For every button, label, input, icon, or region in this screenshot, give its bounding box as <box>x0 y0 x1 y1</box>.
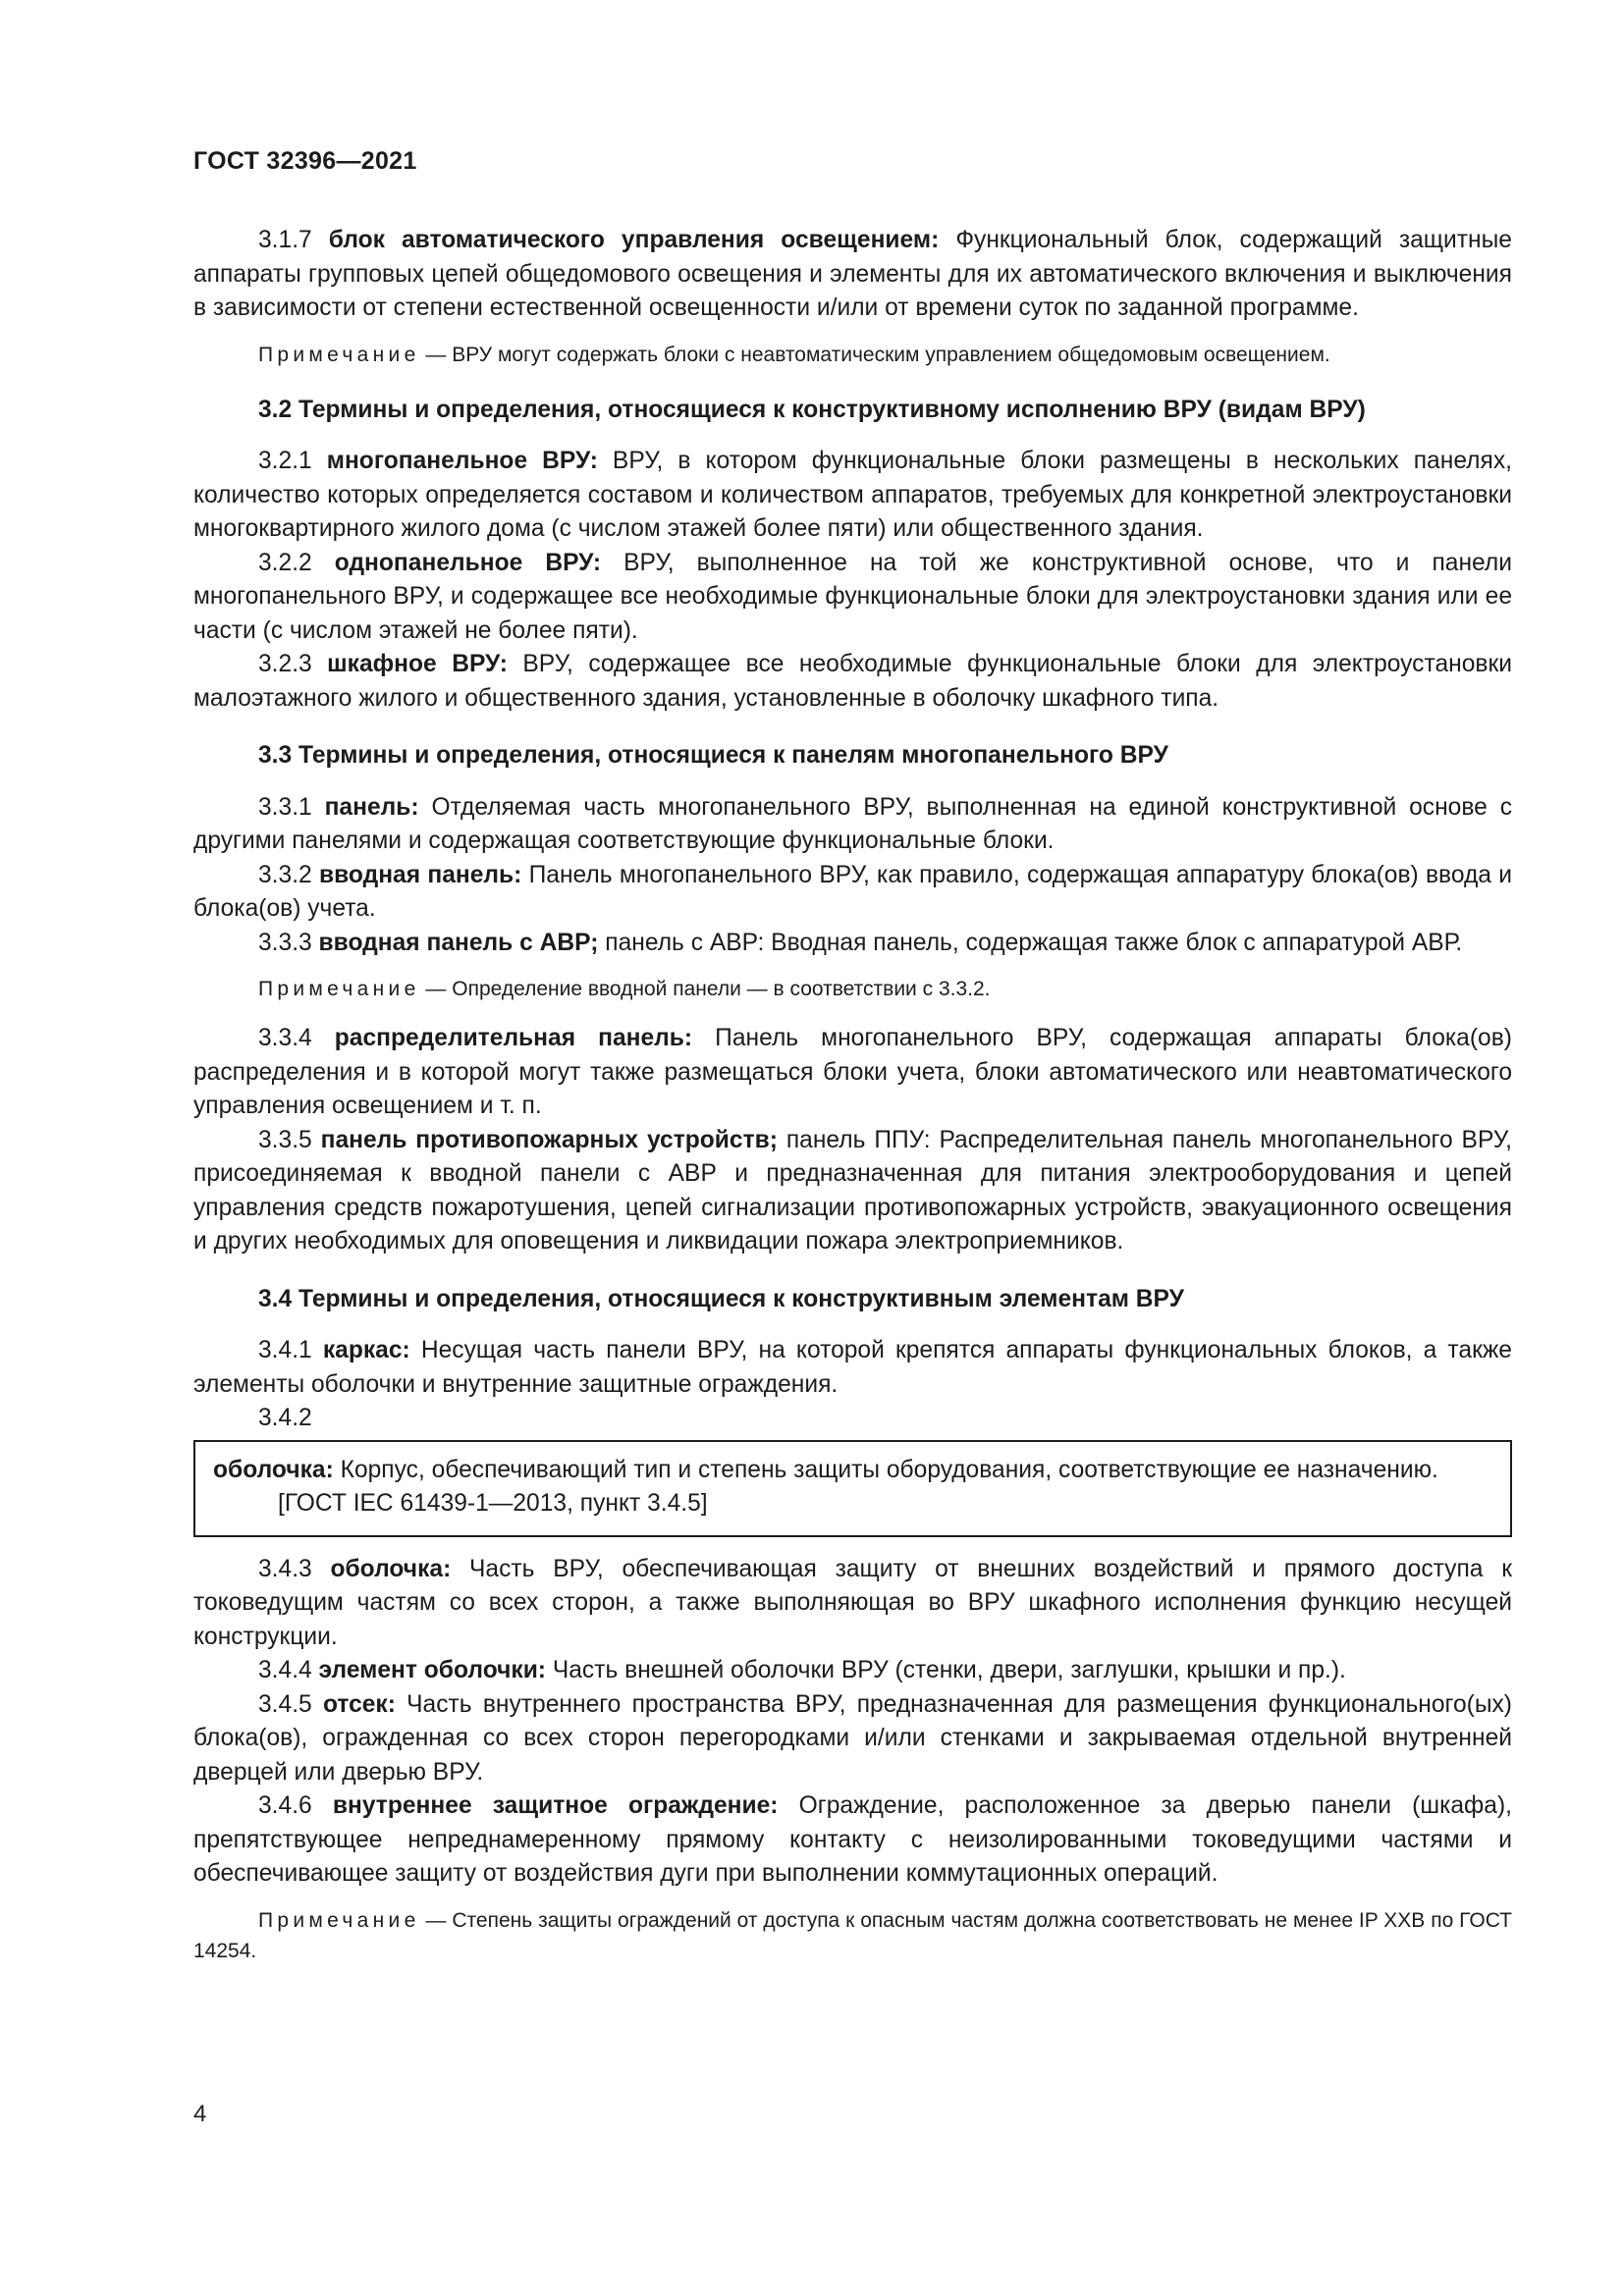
definition: Корпус, обеспечивающий тип и степень защиты оборудования, соответствующие ее назначению. <box>333 1456 1438 1483</box>
note-3 <box>193 1905 1512 1966</box>
clause-number: 3.3.3 <box>258 929 319 956</box>
document-body <box>193 224 1512 1984</box>
clause-number: 3.4.1 <box>258 1337 323 1363</box>
definition: Часть внешней оболочки ВРУ (стенки, двери, заглушки, крышки и пр.). <box>546 1657 1346 1683</box>
clause-3-3-2 <box>193 859 1512 927</box>
term: внутреннее защитное ограждение: <box>332 1792 779 1819</box>
clause-number: 3.1.7 <box>258 227 329 253</box>
term: панель противопожарных устройств; <box>320 1126 778 1153</box>
term: каркас: <box>322 1337 410 1363</box>
clause-3-3-5 <box>193 1124 1512 1259</box>
term: отсек: <box>322 1690 396 1718</box>
section-heading-3-3: 3.3 Термины и определения, относящиеся к панелям многопанельного ВРУ <box>258 742 1168 769</box>
clause-number: 3.4.3 <box>258 1555 331 1582</box>
clause-3-4-1 <box>193 1334 1512 1402</box>
clause-3-4-2 <box>193 1402 1512 1436</box>
term: однопанельное ВРУ: <box>334 549 602 576</box>
term: распределительная панель: <box>334 1025 693 1051</box>
definition: Панель многопанельного ВРУ, как правило, содержащая аппаратуру блока(ов) ввода и блока(ов) учета. <box>193 861 1512 922</box>
clause-number: 3.3.5 <box>258 1126 321 1153</box>
quoted-definition-box <box>193 1440 1512 1537</box>
clause-number: 3.2.1 <box>258 448 327 474</box>
definition: Часть ВРУ, обеспечивающая защиту от внешних воздействий и прямого доступа к токоведущим частям со всех сторон, а также выполняющая во ВРУ шкафного исполнения функцию несущей конструкции. <box>193 1555 1512 1650</box>
clause-3-2-2 <box>193 547 1512 649</box>
clause-number: 3.4.6 <box>258 1792 333 1819</box>
clause-3-1-7 <box>193 224 1512 326</box>
definition: Функциональный блок, содержащий защитные аппараты групповых цепей общедомового освещения и элементы для их автоматического включения и выключения в зависимости от степени естественной освещенности и/или от времени суток по заданной программе. <box>193 227 1512 321</box>
note-label: Примечание <box>258 1908 420 1932</box>
clause-number: 3.3.2 <box>258 861 319 888</box>
note-text: — Степень защиты ограждений от доступа к опасным частям должна соответствовать не менее IP XXB по ГОСТ 14254. <box>193 1908 1512 1962</box>
clause-number: 3.4.4 <box>258 1657 319 1683</box>
clause-3-3-3 <box>193 927 1512 961</box>
section-heading-3-2: 3.2 Термины и определения, относящиеся к конструктивному исполнению ВРУ (видам ВРУ) <box>258 396 1366 423</box>
definition: Отделяемая часть многопанельного ВРУ, выполненная на единой конструктивной основе с другими панелями и содержащая соответствующие функциональные блоки. <box>193 793 1512 854</box>
definition: ВРУ, в котором функциональные блоки размещены в нескольких панелях, количество которых определяется составом и количеством аппаратов, требуемых для конкретной электроустановки многоквартирного жилого дома (с числом этажей более пяти) или общественного здания. <box>193 448 1512 542</box>
clause-number: 3.3.1 <box>258 793 325 821</box>
term: вводная панель с АВР; <box>318 929 599 956</box>
term: вводная панель: <box>318 861 522 888</box>
document-header: ГОСТ 32396—2021 <box>193 147 417 175</box>
clause-3-2-1 <box>193 445 1512 547</box>
clause-number: 3.2.2 <box>258 549 335 576</box>
clause-3-2-3 <box>193 648 1512 716</box>
quoted-definition <box>213 1454 1492 1488</box>
clause-3-3-1 <box>193 791 1512 859</box>
clause-number: 3.3.4 <box>258 1025 335 1051</box>
term: шкафное ВРУ: <box>327 651 508 677</box>
term: блок автоматического управления освещением: <box>328 227 940 253</box>
term: панель: <box>324 793 419 821</box>
definition: Панель многопанельного ВРУ, содержащая аппараты блока(ов) распределения и в которой могут также размещаться блоки учета, блоки автоматического или неавтоматического управления освещением и т. п. <box>193 1025 1512 1119</box>
clause-3-4-3 <box>193 1553 1512 1655</box>
clause-number: 3.2.3 <box>258 651 328 677</box>
page-number: 4 <box>193 2101 207 2127</box>
definition: панель с АВР: Вводная панель, содержащая также блок с аппаратурой АВР. <box>598 929 1463 956</box>
clause-3-4-6 <box>193 1789 1512 1892</box>
definition: Несущая часть панели ВРУ, на которой крепятся аппараты функциональных блоков, а также элементы оболочки и внутренние защитные ограждения. <box>193 1337 1512 1398</box>
term: оболочка: <box>213 1456 334 1483</box>
section-heading-3-4: 3.4 Термины и определения, относящиеся к конструктивным элементам ВРУ <box>258 1285 1184 1312</box>
term: многопанельное ВРУ: <box>326 448 598 474</box>
definition: Часть внутреннего пространства ВРУ, предназначенная для размещения функционального(ых) блока(ов), огражденная со всех сторон перегородками и/или стенками и закрываемая отдельной внутренней дверцей или дверью ВРУ. <box>193 1690 1512 1786</box>
source-reference: [ГОСТ IEC 61439-1—2013, пункт 3.4.5] <box>278 1490 708 1517</box>
clause-3-4-4 <box>193 1654 1512 1688</box>
note-text: — Определение вводной панели — в соответствии с 3.3.2. <box>419 978 991 1000</box>
definition: Ограждение, расположенное за дверью панели (шкафа), препятствующее непреднамеренному прямому контакту с неизолированными токоведущими частями и обеспечивающее защиту от воздействия дуги при выполнении коммутационных операций. <box>193 1792 1512 1887</box>
clause-3-4-5 <box>193 1688 1512 1790</box>
note-label: Примечание <box>258 343 420 366</box>
definition: ВРУ, выполненное на той же конструктивной основе, что и панели многопанельного ВРУ, и содержащее все необходимые функциональные блоки для электроустановки здания или ее части (с числом этажей не более пяти). <box>193 549 1512 644</box>
clause-3-3-4 <box>193 1022 1512 1124</box>
note-label: Примечание <box>258 978 420 1000</box>
note-text: — ВРУ могут содержать блоки с неавтоматическим управлением общедомовым освещением. <box>419 343 1330 366</box>
term: оболочка: <box>330 1555 452 1582</box>
clause-number: 3.4.5 <box>258 1690 323 1718</box>
clause-number: 3.4.2 <box>258 1405 312 1431</box>
term: элемент оболочки: <box>318 1657 547 1683</box>
definition: ВРУ, содержащее все необходимые функциональные блоки для электроустановки малоэтажного жилого и общественного здания, установленные в оболочку шкафного типа. <box>193 651 1512 712</box>
note-1 <box>193 340 1512 370</box>
definition: панель ППУ: Распределительная панель многопанельного ВРУ, присоединяемая к вводной панели с АВР и предназначенная для питания электрооборудования и цепей управления средств пожаротушения, цепей сигнализации противопожарных устройств, эвакуационного освещения и других необходимых для оповещения и ликвидации пожара электроприемников. <box>193 1126 1512 1255</box>
note-2 <box>193 974 1512 1004</box>
